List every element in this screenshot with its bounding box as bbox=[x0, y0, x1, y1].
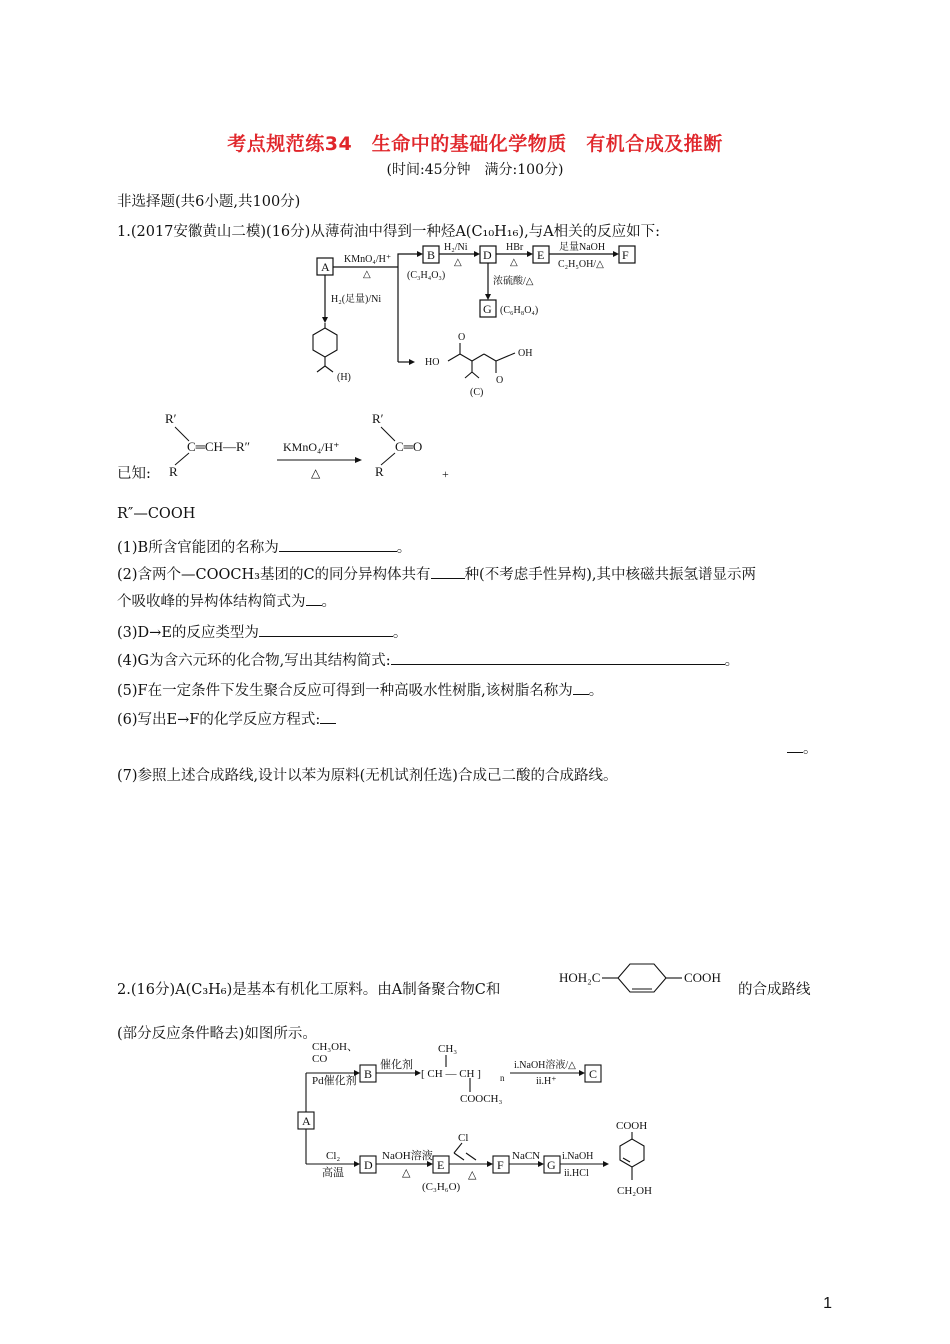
svg-text:R: R bbox=[169, 464, 178, 479]
page-subtitle: (时间:45分钟 满分:100分) bbox=[386, 162, 564, 178]
q1-part6-end: 。 bbox=[787, 737, 818, 758]
q1-part2: (2)含两个—COOCH₃基团的C的同分异构体共有 种(不考虑手性异构),其中核磁共振氢谱显示两 bbox=[117, 563, 756, 584]
svg-text:△: △ bbox=[510, 257, 518, 268]
svg-text:Cl: Cl bbox=[458, 1132, 469, 1144]
svg-text:D: D bbox=[364, 1158, 373, 1172]
q2-stem-b: 的合成路线 bbox=[738, 982, 811, 998]
svg-text:E: E bbox=[537, 248, 545, 262]
svg-text:NaCN: NaCN bbox=[512, 1150, 541, 1162]
svg-text:i.NaOH: i.NaOH bbox=[562, 1151, 594, 1162]
svg-text:△: △ bbox=[311, 466, 321, 480]
svg-text:R′: R′ bbox=[372, 411, 384, 426]
svg-text:△: △ bbox=[363, 269, 371, 280]
svg-text:i.NaOH溶液/△: i.NaOH溶液/△ bbox=[514, 1060, 576, 1071]
svg-text:ii.HCl: ii.HCl bbox=[564, 1168, 589, 1179]
svg-text:G: G bbox=[547, 1158, 556, 1172]
svg-text:足量NaOH: 足量NaOH bbox=[559, 242, 606, 253]
q1-part7: (7)参照上述合成路线,设计以苯为原料(无机试剂任选)合成己二酸的合成路线。 bbox=[117, 768, 618, 784]
q1-part1: (1)B所含官能团的名称为 。 bbox=[117, 536, 411, 557]
svg-text:NaOH溶液: NaOH溶液 bbox=[382, 1150, 433, 1162]
svg-text:R′: R′ bbox=[165, 411, 177, 426]
svg-text:△: △ bbox=[402, 1167, 411, 1179]
svg-text:D: D bbox=[483, 248, 492, 262]
svg-text:△: △ bbox=[468, 1169, 477, 1181]
svg-text:E: E bbox=[437, 1158, 445, 1172]
svg-text:[ CH — CH ]: [ CH — CH ] bbox=[421, 1068, 481, 1080]
svg-text:COOH: COOH bbox=[616, 1120, 648, 1132]
svg-text:A: A bbox=[302, 1114, 311, 1128]
svg-text:H₂/Ni: H₂/Ni bbox=[444, 242, 468, 253]
svg-text:催化剂: 催化剂 bbox=[380, 1059, 413, 1071]
section-heading: 非选择题(共6小题,共100分) bbox=[117, 194, 301, 210]
q1-stem: 1.(2017安徽黄山二模)(16分)从薄荷油中得到一种烃A(C₁₀H₁₆),与A相关的反应如下: bbox=[117, 224, 661, 240]
svg-text:B: B bbox=[427, 248, 436, 262]
svg-text:KMnO₄/H⁺: KMnO₄/H⁺ bbox=[344, 254, 392, 265]
svg-text:COOCH₃: COOCH₃ bbox=[460, 1093, 503, 1105]
svg-text:CO: CO bbox=[312, 1053, 328, 1065]
svg-text:COOH: COOH bbox=[684, 970, 721, 985]
svg-text:R: R bbox=[375, 464, 384, 479]
svg-text:C: C bbox=[589, 1067, 598, 1081]
svg-text:HBr: HBr bbox=[506, 242, 524, 253]
known-reaction bbox=[115, 405, 475, 485]
svg-text:(C): (C) bbox=[470, 387, 484, 398]
svg-text:H₂(足量)/Ni: H₂(足量)/Ni bbox=[331, 294, 382, 305]
svg-text:ii.H⁺: ii.H⁺ bbox=[536, 1076, 557, 1087]
svg-text:HOH₂C: HOH₂C bbox=[559, 970, 601, 985]
known-product: R″—COOH bbox=[117, 506, 196, 522]
page-title: 考点规范练34 生命中的基础化学物质 有机合成及推断 bbox=[227, 133, 723, 155]
svg-text:Pd催化剂: Pd催化剂 bbox=[312, 1075, 357, 1087]
svg-text:KMnO₄/H⁺: KMnO₄/H⁺ bbox=[283, 440, 340, 454]
svg-text:Cl₂: Cl₂ bbox=[326, 1150, 341, 1162]
q2-target-structure bbox=[558, 958, 736, 1002]
q2-stem-c: (部分反应条件略去)如图所示。 bbox=[117, 1026, 317, 1042]
svg-text:高温: 高温 bbox=[322, 1167, 344, 1179]
svg-text:(C₆H₈O₄): (C₆H₈O₄) bbox=[500, 305, 539, 316]
svg-text:(C₃H₆O): (C₃H₆O) bbox=[422, 1181, 461, 1193]
q1-part6: (6)写出E→F的化学反应方程式: bbox=[117, 708, 336, 729]
svg-text:(C₃H₄O₃): (C₃H₄O₃) bbox=[407, 270, 446, 281]
svg-text:O: O bbox=[496, 375, 504, 386]
q1-reaction-scheme bbox=[300, 240, 660, 405]
svg-text:浓硫酸/△: 浓硫酸/△ bbox=[493, 276, 534, 287]
q1-part3: (3)D→E的反应类型为 。 bbox=[117, 621, 407, 642]
svg-text:O: O bbox=[458, 332, 466, 343]
svg-text:OH: OH bbox=[518, 348, 533, 359]
svg-text:CH₂OH: CH₂OH bbox=[617, 1185, 653, 1197]
known-label: 已知: bbox=[117, 466, 151, 482]
q1-part5: (5)F在一定条件下发生聚合反应可得到一种高吸水性树脂,该树脂名称为 。 bbox=[117, 679, 603, 700]
svg-text:A: A bbox=[321, 260, 330, 274]
svg-text:CH₃OH、: CH₃OH、 bbox=[312, 1041, 359, 1053]
svg-text:+: + bbox=[442, 467, 449, 481]
svg-text:CH₃: CH₃ bbox=[438, 1043, 458, 1055]
svg-text:B: B bbox=[364, 1067, 373, 1081]
svg-text:n: n bbox=[500, 1073, 505, 1083]
svg-text:(H): (H) bbox=[337, 372, 351, 383]
svg-text:△: △ bbox=[454, 257, 462, 268]
svg-text:F: F bbox=[622, 248, 629, 262]
svg-text:C═CH—R″: C═CH—R″ bbox=[187, 439, 251, 454]
q1-part4: (4)G为含六元环的化合物,写出其结构简式: 。 bbox=[117, 649, 739, 670]
svg-text:G: G bbox=[483, 302, 492, 316]
svg-text:C═O: C═O bbox=[395, 439, 423, 454]
svg-text:HO: HO bbox=[425, 357, 440, 368]
q1-part2-cont: 个吸收峰的异构体结构简式为 。 bbox=[117, 590, 336, 611]
q2-stem-a: 2.(16分)A(C₃H₆)是基本有机化工原料。由A制备聚合物C和 bbox=[117, 982, 501, 998]
svg-text:F: F bbox=[497, 1158, 504, 1172]
q2-reaction-scheme bbox=[290, 1040, 670, 1208]
page-number: 1 bbox=[823, 1295, 832, 1312]
svg-text:C₂H₅OH/△: C₂H₅OH/△ bbox=[558, 259, 604, 270]
